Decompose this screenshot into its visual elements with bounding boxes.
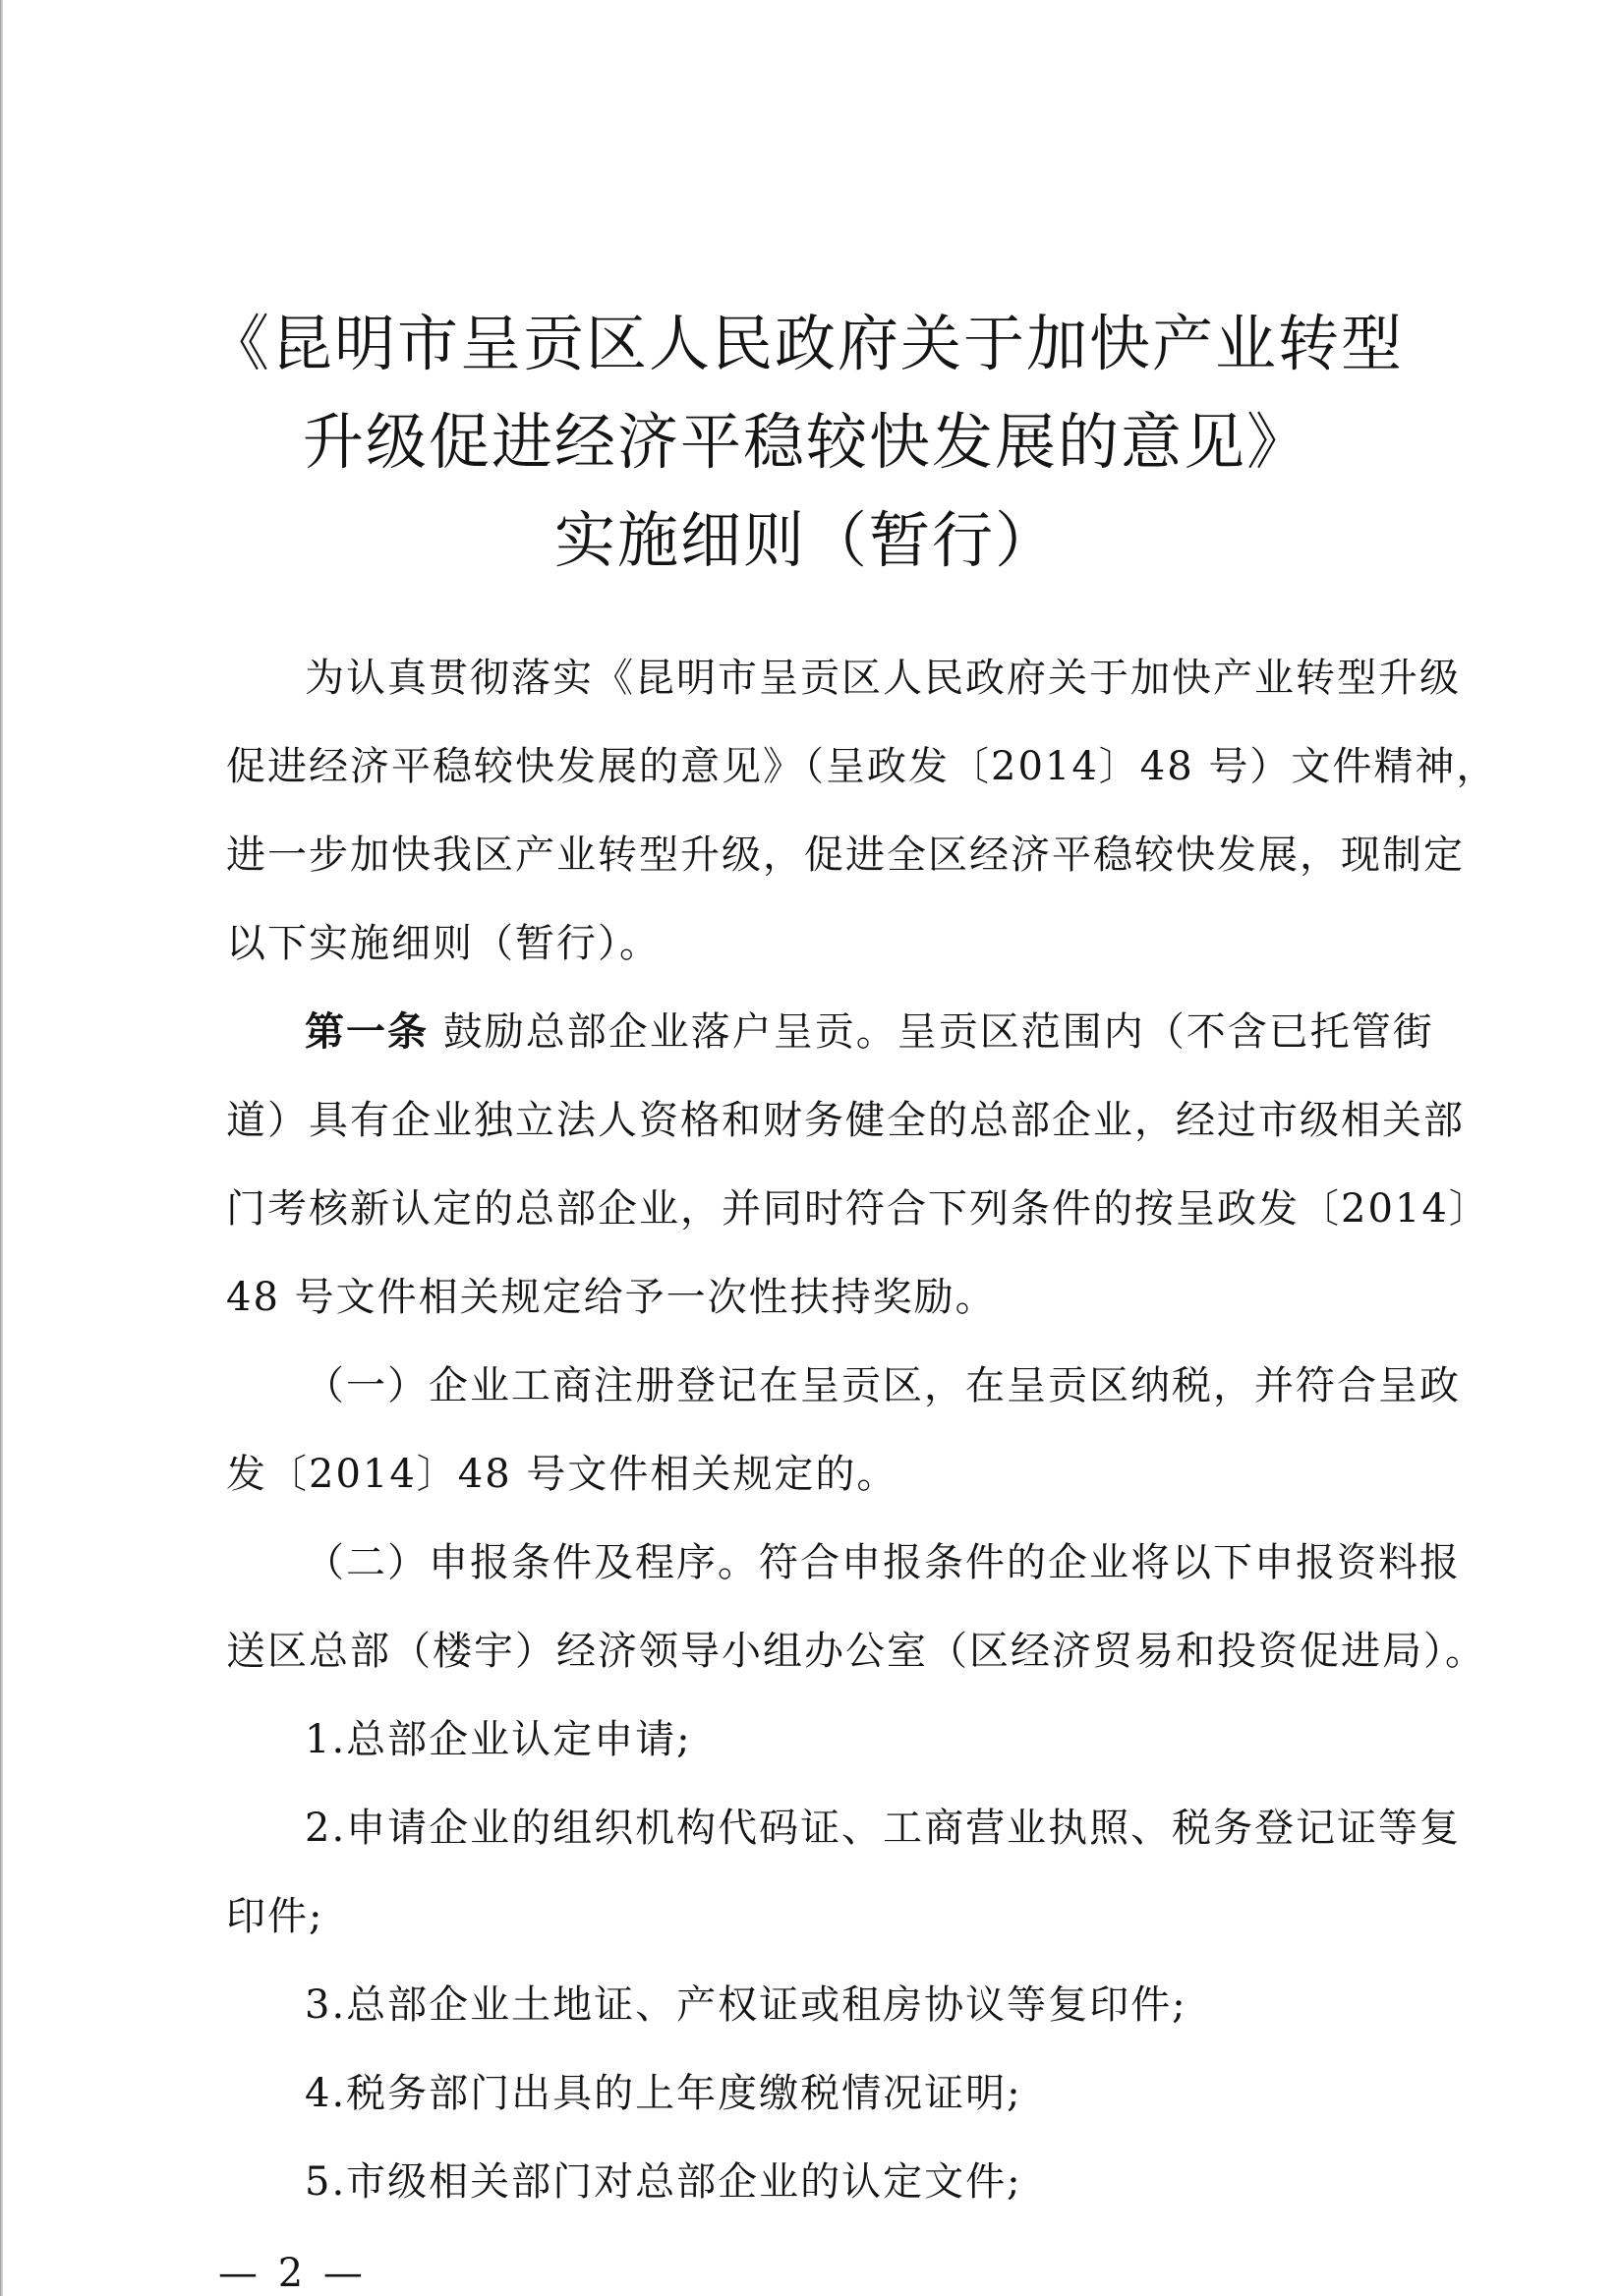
document-title: [147, 295, 1465, 590]
title-line-3: 实施细则（暂行）: [553, 504, 1058, 576]
article-1-line: 门考核新认定的总部企业，并同时符合下列条件的按呈政发〔2014〕: [226, 1186, 1490, 1232]
clause-2-line: 送区总部（楼宇）经济领导小组办公室（区经济贸易和投资促进局）。: [226, 1629, 1486, 1674]
preamble-line: 进一步加快我区产业转型升级，促进全区经济平稳较快发展，现制定: [226, 832, 1465, 878]
list-item: 2.申请企业的组织机构代码证、工商营业执照、税务登记证等复: [305, 1806, 1462, 1851]
clause-2-line: （二）申报条件及程序。符合申报条件的企业将以下申报资料报: [305, 1540, 1461, 1585]
list-item-continuation: 印件;: [226, 1894, 324, 1939]
list-item: 4.税务部门出具的上年度缴税情况证明;: [305, 2071, 1022, 2116]
preamble-line: 为认真贯彻落实《昆明市呈贡区人民政府关于加快产业转型升级: [305, 656, 1461, 701]
clause-1-line: 发〔2014〕48 号文件相关规定的。: [226, 1452, 898, 1497]
article-1-text: 鼓励总部企业落户呈贡。呈贡区范围内（不含已托管街: [442, 1009, 1434, 1055]
article-1-line: 道）具有企业独立法人资格和财务健全的总部企业，经过市级相关部: [226, 1098, 1465, 1143]
list-item: 1.总部企业认定申请;: [305, 1717, 692, 1762]
article-1-line: 48 号文件相关规定给予一次性扶持奖励。: [226, 1275, 997, 1320]
list-item: 5.市级相关部门对总部企业的认定文件;: [305, 2159, 1022, 2205]
preamble-line: 以下实施细则（暂行）。: [226, 921, 661, 966]
preamble-line: 促进经济平稳较快发展的意见》（呈政发〔2014〕48 号）文件精神，: [226, 744, 1498, 789]
list-item: 3.总部企业土地证、产权证或租房协议等复印件;: [305, 1982, 1187, 2028]
title-line-2: 升级促进经济平稳较快发展的意见》: [302, 406, 1309, 478]
clause-1-line: （一）企业工商注册登记在呈贡区，在呈贡区纳税，并符合呈政: [305, 1363, 1461, 1408]
scan-edge: [0, 0, 3, 2296]
page-number: — 2 —: [218, 2251, 367, 2296]
title-line-1: 《昆明市呈贡区人民政府关于加快产业转型: [207, 308, 1404, 379]
article-1-heading: 第一条: [305, 1008, 429, 1055]
article-1-first-line: [305, 1008, 1434, 1056]
